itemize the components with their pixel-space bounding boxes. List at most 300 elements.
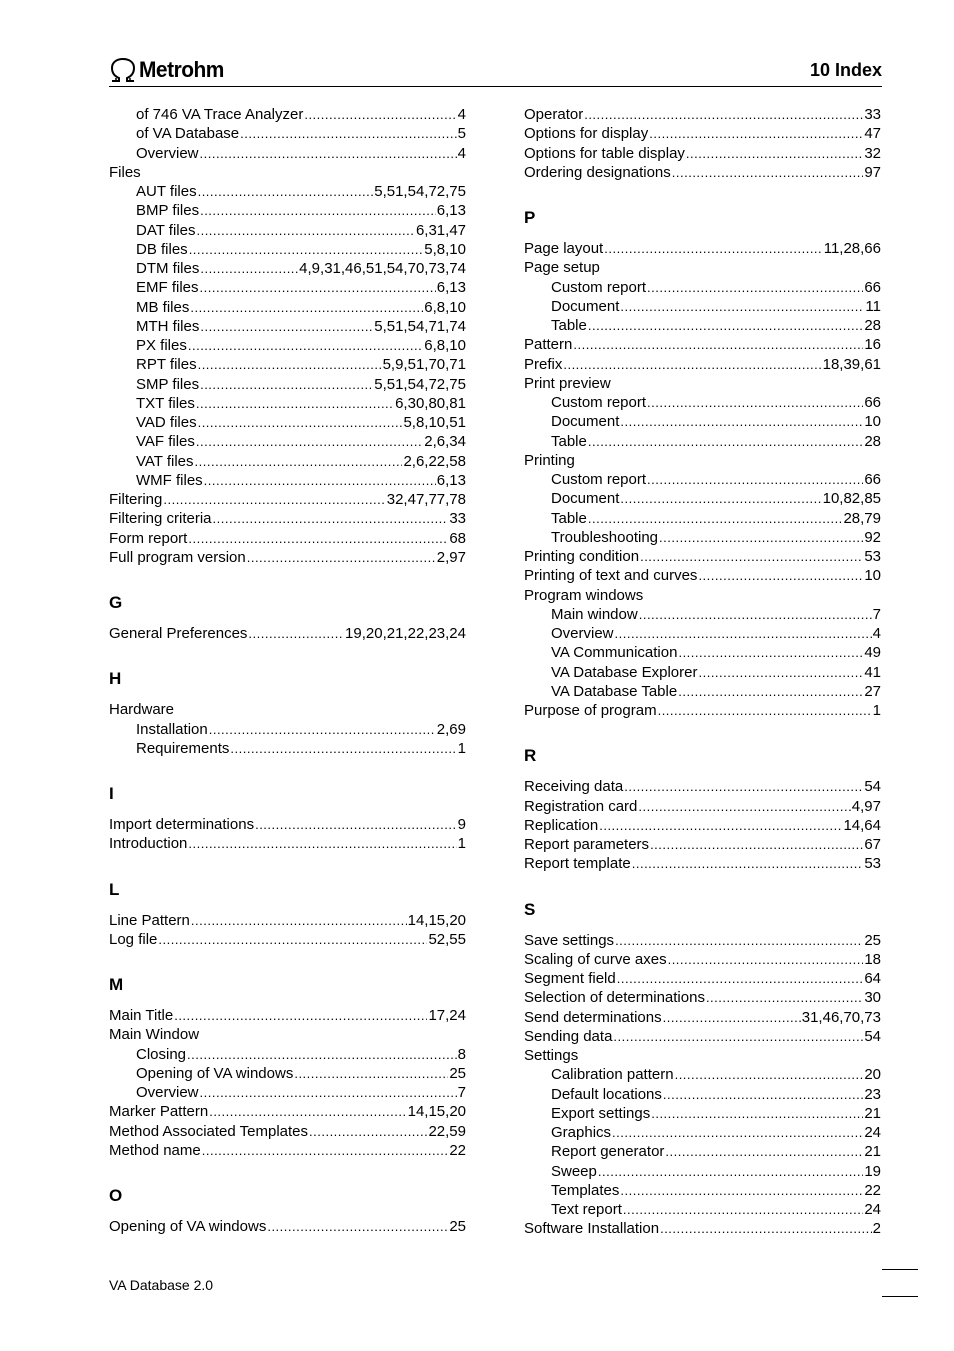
entry-label: MTH files	[136, 317, 200, 335]
index-subentry	[109, 375, 466, 394]
letter-spacer	[109, 567, 466, 593]
index-subentry	[109, 105, 466, 124]
dot-leader	[195, 452, 403, 471]
index-entry	[524, 1027, 881, 1046]
index-entry	[524, 124, 881, 143]
entry-page-numbers: 28	[864, 317, 881, 334]
dot-leader	[623, 1200, 863, 1219]
entry-label: MB files	[136, 298, 190, 316]
index-entry	[109, 1025, 466, 1044]
entry-label: VA Communication	[551, 644, 678, 662]
letter-spacer	[524, 182, 881, 208]
entry-page-numbers: 25	[449, 1064, 466, 1082]
entry-label: Scaling of curve axes	[524, 950, 667, 968]
dot-leader	[188, 336, 423, 355]
dot-leader	[620, 412, 863, 431]
entry-label: DAT files	[136, 221, 196, 239]
letter-spacer	[109, 803, 466, 815]
letter-spacer	[109, 1205, 466, 1217]
entry-page-numbers: 21	[864, 1104, 881, 1122]
entry-label: Receiving data	[524, 778, 624, 796]
index-subentry	[109, 739, 466, 758]
index-subentry	[109, 355, 466, 374]
dot-leader	[620, 489, 821, 508]
page-header	[109, 54, 882, 87]
letter-spacer	[109, 612, 466, 624]
index-subentry	[524, 1123, 881, 1142]
entry-label: Purpose of program	[524, 702, 657, 719]
entry-label: Selection of determinations	[524, 989, 705, 1007]
index-entry	[109, 1006, 466, 1025]
entry-page-numbers: 28	[864, 432, 881, 450]
entry-page-numbers: 66	[864, 394, 881, 411]
entry-page-numbers: 66	[864, 278, 881, 296]
index-entry	[524, 854, 881, 873]
entry-label: of VA Database	[136, 125, 240, 143]
dot-leader	[267, 1217, 448, 1236]
entry-label: SMP files	[136, 375, 200, 393]
index-subentry	[109, 298, 466, 317]
dot-leader	[698, 566, 863, 585]
entry-label: Filtering criteria	[109, 510, 212, 528]
dot-leader	[213, 509, 449, 528]
dot-leader	[248, 624, 344, 643]
entry-page-numbers: 24	[864, 1201, 881, 1218]
entry-page-numbers: 22	[449, 1141, 466, 1159]
index-entry	[524, 950, 881, 969]
dot-leader	[658, 701, 872, 720]
dot-leader	[189, 240, 424, 259]
entry-page-numbers: 19,20,21,22,23,24	[345, 625, 466, 642]
entry-label: Default locations	[551, 1085, 662, 1103]
dot-leader	[624, 777, 863, 796]
dot-leader	[255, 815, 457, 834]
index-letter-heading: I	[109, 784, 114, 803]
letter-spacer	[109, 899, 466, 911]
entry-label: Printing	[524, 451, 575, 469]
dot-leader	[563, 355, 821, 374]
index-subentry	[109, 259, 466, 278]
entry-label: Overview	[551, 625, 614, 642]
index-subentry	[524, 682, 881, 701]
entry-page-numbers: 17,24	[428, 1007, 466, 1024]
entry-page-numbers: 5,51,54,71,74	[374, 317, 466, 335]
entry-label: Settings	[524, 1047, 579, 1064]
entry-page-numbers: 18	[864, 950, 881, 968]
entry-page-numbers: 20	[864, 1066, 881, 1084]
dot-leader	[187, 1045, 457, 1064]
index-subentry	[109, 394, 466, 413]
entry-page-numbers: 2,6,34	[424, 433, 466, 451]
dot-leader	[209, 1102, 406, 1121]
index-subentry	[109, 144, 466, 163]
entry-label: Operator	[524, 106, 584, 123]
letter-spacer	[524, 720, 881, 746]
entry-page-numbers: 5	[457, 125, 466, 143]
dot-leader	[198, 182, 374, 201]
entry-label: WMF files	[136, 471, 203, 489]
entry-page-numbers: 97	[864, 163, 881, 181]
index-entry	[524, 586, 881, 605]
entry-page-numbers: 6,31,47	[415, 221, 466, 239]
index-entry	[524, 451, 881, 470]
entry-label: Method Associated Templates	[109, 1122, 309, 1140]
entry-label: Marker Pattern	[109, 1103, 209, 1121]
footer-rule-bottom	[882, 1296, 918, 1297]
index-letter-heading: M	[109, 975, 124, 994]
entry-page-numbers: 4	[457, 106, 466, 123]
dot-leader	[647, 393, 863, 412]
entry-page-numbers: 6,8,10	[424, 298, 466, 316]
entry-page-numbers: 54	[864, 1027, 881, 1045]
entry-label: Options for table display	[524, 144, 685, 162]
dot-leader	[196, 221, 414, 240]
entry-page-numbers: 5,51,54,72,75	[374, 183, 466, 200]
index-subentry	[109, 124, 466, 143]
dot-leader	[188, 834, 456, 853]
entry-label: Main window	[551, 605, 638, 623]
index-entry	[524, 797, 881, 816]
entry-label: Introduction	[109, 835, 188, 853]
index-letter-heading: L	[109, 879, 120, 899]
entry-page-numbers: 2	[872, 1220, 881, 1238]
index-subentry	[524, 663, 881, 682]
index-subentry	[109, 201, 466, 220]
entry-label: Export settings	[551, 1104, 651, 1122]
entry-page-numbers: 24	[864, 1124, 881, 1141]
entry-page-numbers: 92	[864, 528, 881, 546]
entry-label: Sending data	[524, 1027, 613, 1045]
index-subentry	[109, 1064, 466, 1083]
index-subentry	[524, 470, 881, 489]
dot-leader	[649, 124, 863, 143]
index-subentry	[109, 720, 466, 739]
dot-leader	[200, 201, 436, 220]
dot-leader	[640, 547, 863, 566]
index-entry	[524, 969, 881, 988]
index-entry	[109, 911, 466, 930]
index-subentry	[524, 509, 881, 528]
index-entry	[524, 701, 881, 720]
dot-leader	[200, 278, 436, 297]
entry-label: Hardware	[109, 701, 175, 719]
entry-label: Templates	[551, 1181, 620, 1199]
entry-page-numbers: 33	[864, 106, 881, 123]
dot-leader	[247, 548, 436, 567]
entry-page-numbers: 14,15,20	[407, 1103, 466, 1121]
dot-leader	[675, 1065, 864, 1084]
index-letter-heading: H	[109, 669, 122, 689]
entry-page-numbers: 6,8,10	[424, 337, 466, 354]
dot-leader	[294, 1064, 448, 1083]
index-entry	[524, 1046, 881, 1065]
entry-label: Graphics	[551, 1124, 612, 1141]
entry-label: VAF files	[136, 433, 195, 451]
omega-logo-icon	[109, 57, 137, 83]
index-subentry	[524, 605, 881, 624]
entry-label: VA Database Explorer	[551, 663, 698, 681]
dot-leader	[200, 375, 373, 394]
entry-label: DB files	[136, 240, 188, 258]
letter-spacer	[524, 227, 881, 239]
entry-label: Custom report	[551, 278, 647, 296]
index-entry	[109, 815, 466, 834]
index-letter-heading: P	[524, 208, 536, 227]
dot-leader	[615, 931, 863, 950]
dot-leader	[668, 950, 864, 969]
dot-leader	[647, 278, 863, 297]
dot-leader	[584, 105, 863, 124]
entry-page-numbers: 14,15,20	[407, 911, 466, 929]
entry-page-numbers: 23	[864, 1085, 881, 1103]
letter-spacer	[109, 643, 466, 669]
index-entry	[109, 548, 466, 567]
index-entry	[109, 1122, 466, 1141]
index-subentry	[524, 1162, 881, 1181]
entry-page-numbers: 11,28,66	[823, 240, 881, 257]
footer-text: VA Database 2.0	[109, 1277, 214, 1293]
dot-leader	[639, 605, 872, 624]
entry-page-numbers: 19	[864, 1162, 881, 1180]
index-subentry	[109, 471, 466, 490]
entry-label: Report parameters	[524, 836, 650, 853]
entry-page-numbers: 9	[457, 816, 466, 833]
dot-leader	[613, 1027, 863, 1046]
entry-label: Print preview	[524, 374, 611, 392]
letter-spacer	[109, 688, 466, 700]
dot-leader	[706, 988, 863, 1007]
entry-page-numbers: 6,30,80,81	[395, 394, 466, 412]
entry-page-numbers: 14,64	[843, 816, 881, 834]
index-subentry	[109, 182, 466, 201]
entry-page-numbers: 1	[872, 702, 881, 719]
index-column-right	[524, 105, 881, 1239]
index-subentry	[109, 413, 466, 432]
letter-spacer	[109, 854, 466, 880]
entry-label: Troubleshooting	[551, 528, 659, 546]
entry-label: Registration card	[524, 797, 638, 815]
index-entry	[524, 144, 881, 163]
entry-page-numbers: 32,47,77,78	[386, 491, 466, 508]
entry-page-numbers: 53	[864, 548, 881, 565]
entry-label: Calibration pattern	[551, 1066, 674, 1084]
index-subentry	[524, 393, 881, 412]
entry-page-numbers: 10	[864, 567, 881, 585]
entry-label: Segment field	[524, 970, 616, 987]
entry-label: Report generator	[551, 1143, 665, 1161]
index-entry	[524, 1008, 881, 1027]
entry-page-numbers: 7	[872, 605, 881, 623]
dot-leader	[188, 529, 448, 548]
letter-spacer	[524, 765, 881, 777]
index-subentry	[524, 316, 881, 335]
dot-leader	[200, 1083, 457, 1102]
entry-label: Custom report	[551, 471, 647, 488]
entry-label: Import determinations	[109, 816, 255, 833]
index-letter-heading: R	[524, 746, 537, 766]
dot-leader	[620, 297, 864, 316]
entry-label: VA Database Table	[551, 682, 678, 700]
entry-label: Opening of VA windows	[109, 1218, 267, 1235]
index-entry	[524, 816, 881, 835]
entry-page-numbers: 22	[864, 1181, 881, 1199]
brand-name: Metrohm	[139, 57, 224, 82]
index-entry	[524, 163, 881, 182]
entry-page-numbers: 30	[864, 989, 881, 1007]
dot-leader	[588, 316, 863, 335]
entry-page-numbers: 64	[864, 970, 881, 987]
entry-label: Document	[551, 297, 620, 315]
index-entry	[524, 988, 881, 1007]
dot-leader	[698, 663, 863, 682]
letter-spacer	[109, 758, 466, 784]
dot-leader	[650, 835, 863, 854]
brand-logo	[109, 57, 228, 83]
entry-label: Page setup	[524, 259, 600, 277]
index-entry	[109, 1217, 466, 1236]
entry-label: Requirements	[136, 739, 230, 757]
entry-page-numbers: 2,6,22,58	[403, 452, 466, 470]
dot-leader	[678, 682, 863, 701]
dot-leader	[672, 163, 864, 182]
letter-spacer	[109, 994, 466, 1006]
entry-label: Overview	[136, 1084, 199, 1101]
entry-label: Table	[551, 317, 587, 334]
entry-label: Table	[551, 509, 587, 527]
dot-leader	[647, 470, 863, 489]
entry-label: Printing of text and curves	[524, 567, 698, 585]
index-subentry	[524, 643, 881, 662]
entry-label: Sweep	[551, 1162, 597, 1180]
index-entry	[524, 258, 881, 277]
dot-leader	[660, 1219, 872, 1238]
entry-page-numbers: 53	[864, 855, 881, 873]
dot-leader	[678, 643, 863, 662]
dot-leader	[620, 1181, 863, 1200]
entry-label: Full program version	[109, 548, 246, 566]
entry-label: AUT files	[136, 183, 197, 200]
index-entry	[109, 624, 466, 643]
entry-label: Method name	[109, 1141, 201, 1159]
index-entry	[109, 163, 466, 182]
index-entry	[109, 529, 466, 548]
dot-leader	[588, 509, 843, 528]
entry-label: Printing condition	[524, 548, 640, 565]
dot-leader	[200, 259, 298, 278]
entry-page-numbers: 8	[457, 1045, 466, 1063]
letter-spacer	[109, 1160, 466, 1186]
entry-page-numbers: 68	[449, 529, 466, 547]
entry-page-numbers: 10	[864, 413, 881, 431]
dot-leader	[196, 432, 423, 451]
dot-leader	[200, 317, 373, 336]
entry-label: Custom report	[551, 394, 647, 411]
entry-page-numbers: 2,97	[436, 548, 466, 566]
entry-page-numbers: 7	[457, 1084, 466, 1101]
entry-label: TXT files	[136, 394, 195, 412]
entry-label: Program windows	[524, 586, 644, 604]
entry-page-numbers: 6,13	[436, 471, 466, 489]
dot-leader	[617, 969, 864, 988]
entry-page-numbers: 28,79	[843, 509, 881, 527]
entry-page-numbers: 5,8,10	[424, 240, 466, 258]
dot-leader	[663, 1085, 863, 1104]
index-entry	[524, 105, 881, 124]
entry-label: Report template	[524, 855, 631, 873]
index-entry	[524, 335, 881, 354]
entry-page-numbers: 16	[864, 336, 881, 354]
index-entry	[109, 1141, 466, 1160]
entry-page-numbers: 31,46,70,73	[801, 1008, 881, 1026]
entry-page-numbers: 5,51,54,72,75	[374, 375, 466, 393]
entry-label: VAD files	[136, 414, 197, 431]
entry-page-numbers: 33	[449, 510, 466, 528]
index-entry	[109, 490, 466, 509]
index-column-left	[109, 105, 466, 1236]
entry-page-numbers: 4	[457, 144, 466, 162]
entry-page-numbers: 1	[457, 835, 466, 853]
entry-label: Document	[551, 490, 620, 508]
entry-page-numbers: 4,9,31,46,51,54,70,73,74	[299, 260, 466, 277]
dot-leader	[598, 1162, 863, 1181]
entry-page-numbers: 6,13	[436, 202, 466, 220]
index-subentry	[109, 1045, 466, 1064]
entry-page-numbers: 1	[457, 739, 466, 757]
index-entry	[524, 374, 881, 393]
entry-label: VAT files	[136, 452, 194, 470]
index-entry	[109, 1102, 466, 1121]
entry-page-numbers: 4,97	[851, 797, 881, 815]
dot-leader	[612, 1123, 863, 1142]
entry-page-numbers: 21	[864, 1143, 881, 1161]
entry-label: Replication	[524, 816, 599, 834]
dot-leader	[198, 355, 382, 374]
dot-leader	[240, 124, 457, 143]
index-entry	[109, 930, 466, 949]
entry-label: Line Pattern	[109, 911, 190, 929]
dot-leader	[665, 1142, 863, 1161]
entry-label: DTM files	[136, 260, 200, 277]
index-entry	[524, 1219, 881, 1238]
entry-label: Form report	[109, 529, 188, 547]
entry-label: Pattern	[524, 336, 573, 354]
index-subentry	[109, 317, 466, 336]
index-letter-heading: G	[109, 593, 123, 612]
dot-leader	[191, 911, 407, 930]
index-entry	[109, 834, 466, 853]
dot-leader	[615, 624, 872, 643]
entry-label: Document	[551, 413, 620, 431]
entry-page-numbers: 66	[864, 471, 881, 488]
dot-leader	[309, 1122, 427, 1141]
dot-leader	[198, 413, 403, 432]
letter-spacer	[524, 874, 881, 900]
entry-label: Overview	[136, 144, 199, 162]
index-entry	[109, 509, 466, 528]
dot-leader	[573, 335, 863, 354]
entry-label: Software Installation	[524, 1220, 660, 1238]
index-subentry	[109, 452, 466, 471]
index-entry	[524, 566, 881, 585]
entry-label: Prefix	[524, 355, 563, 373]
dot-leader	[196, 394, 394, 413]
entry-label: BMP files	[136, 202, 200, 220]
entry-label: Send determinations	[524, 1008, 662, 1026]
index-entry	[524, 835, 881, 854]
section-title: 10 Index	[809, 60, 882, 80]
entry-page-numbers: 54	[864, 778, 881, 796]
index-entry	[524, 239, 881, 258]
